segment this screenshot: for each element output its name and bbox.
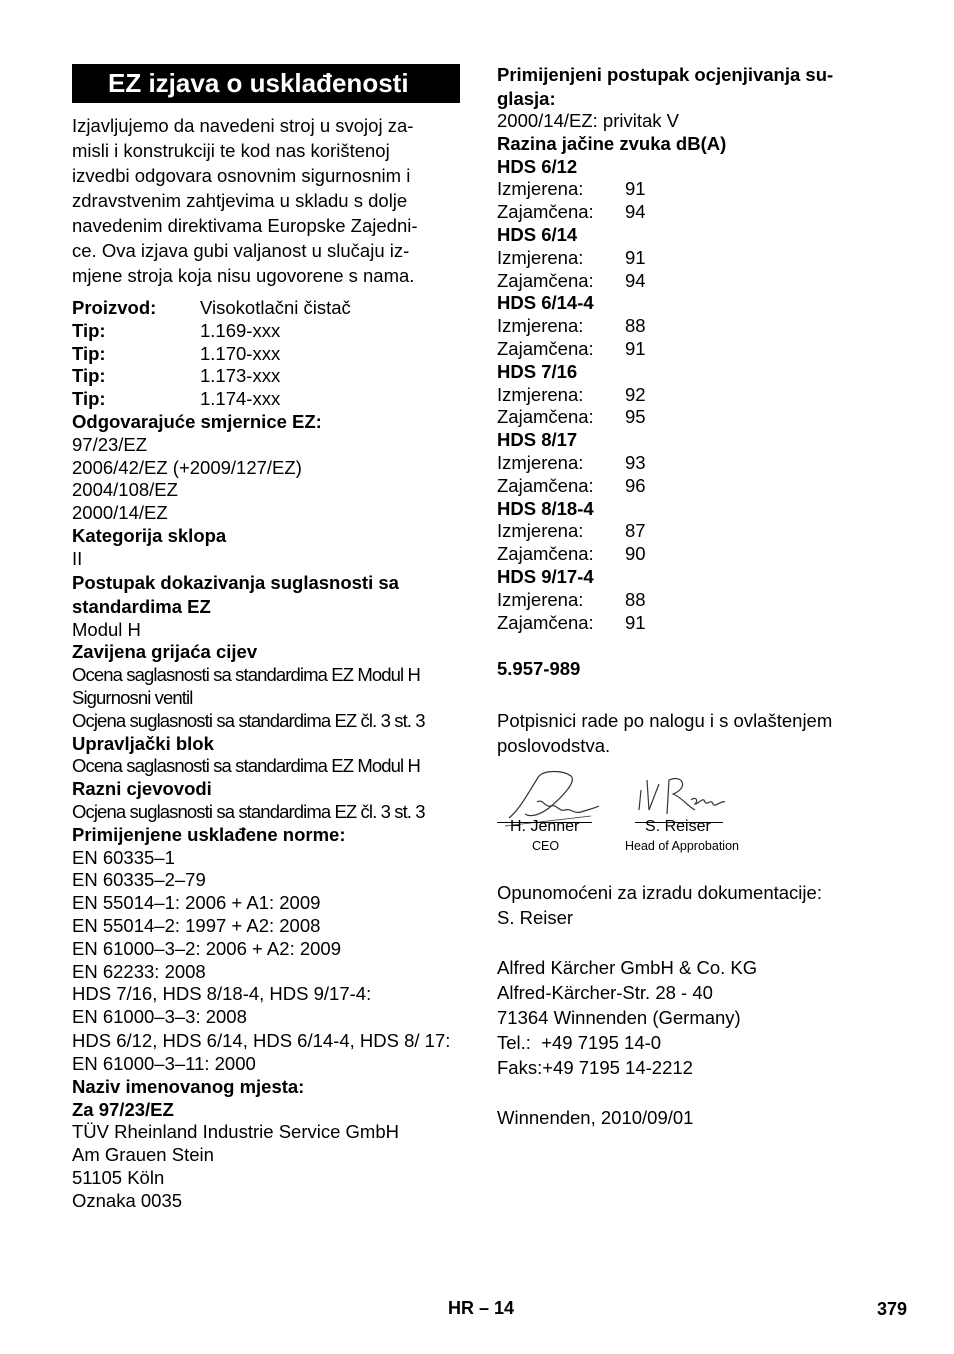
model-name: HDS 8/17	[497, 429, 578, 451]
sound-model	[497, 429, 897, 497]
footer-page-number: 379	[877, 1299, 908, 1319]
measured-row	[497, 178, 897, 201]
notified-body-heading: Naziv imenovanog mjesta:	[72, 1075, 305, 1097]
signer-role: Head of Approbation	[625, 839, 739, 854]
sound-model	[497, 224, 897, 292]
type-label: Tip:	[72, 388, 106, 410]
assessment-value: 2000/14/EZ: privitak V	[497, 110, 680, 131]
type-value: 1.170-xxx	[200, 342, 281, 364]
directive-item: 97/23/EZ	[72, 433, 148, 455]
norm-item: HDS 7/16, HDS 8/18-4, HDS 9/17-4:	[72, 983, 372, 1005]
component-heading: Razni cjevovodi	[72, 778, 212, 800]
authorized-name: S. Reiser	[497, 907, 574, 929]
sound-model	[497, 292, 897, 360]
intro-line: zdravstvenim zahtjevima u skladu s dolje	[72, 190, 408, 211]
measured-value: 92	[625, 383, 646, 405]
guaranteed-row	[497, 475, 897, 498]
measured-row	[497, 384, 897, 407]
left-column	[72, 64, 464, 1212]
assessment-heading: Primijenjeni postupak ocjenjivanja su-	[497, 64, 834, 85]
intro-line: Izjavljujemo da navedeni stroj u svojoj za-	[72, 115, 414, 136]
signatories-text	[497, 708, 897, 758]
guaranteed-value: 94	[625, 201, 646, 223]
model-name: HDS 7/16	[497, 360, 578, 382]
norm-item: EN 61000–3–2: 2006 + A2: 2009	[72, 937, 341, 959]
measured-row	[497, 247, 897, 270]
signatories-line: poslovodstva.	[497, 735, 611, 757]
component-text: Ocjena suglasnosti sa standardima EZ čl. 3 st. 3	[72, 709, 425, 731]
type-row	[72, 343, 464, 366]
measured-label: Izmjerena:	[497, 315, 584, 337]
guaranteed-row	[497, 338, 897, 361]
type-row	[72, 320, 464, 343]
measured-label: Izmjerena:	[497, 520, 584, 542]
measured-value: 88	[625, 315, 646, 337]
model-name: HDS 9/17-4	[497, 565, 594, 587]
norm-item: EN 62233: 2008	[72, 960, 206, 982]
guaranteed-value: 95	[625, 406, 646, 428]
type-value: 1.169-xxx	[200, 319, 281, 341]
intro-line: navedenim direktivama Europske Zajedni-	[72, 215, 418, 236]
measured-value: 91	[625, 246, 646, 268]
model-name: HDS 6/12	[497, 155, 578, 177]
guaranteed-label: Zajamčena:	[497, 543, 594, 565]
reiser-signature-image	[633, 770, 729, 822]
procedure-heading: Postupak dokazivanja suglasnosti sa	[72, 571, 399, 593]
type-row	[72, 365, 464, 388]
authorized-line: Opunomoćeni za izradu dokumentacije:	[497, 882, 822, 904]
company-city: 71364 Winnenden (Germany)	[497, 1007, 741, 1029]
intro-line: izvedbi odgovara osnovnim sigurnosnim i	[72, 165, 411, 186]
signature-block	[497, 764, 897, 882]
component-heading: Upravljački blok	[72, 732, 214, 754]
type-label: Tip:	[72, 342, 106, 364]
category-heading: Kategorija sklopa	[72, 524, 227, 546]
notified-body-subheading: Za 97/23/EZ	[72, 1098, 174, 1120]
sound-model	[497, 566, 897, 634]
component-heading: Zavijena grijaća cijev	[72, 641, 258, 663]
signer-name: H. Jenner	[510, 818, 580, 836]
component-text: Ocena saglasnosti sa standardima EZ Modul H	[72, 664, 420, 686]
guaranteed-label: Zajamčena:	[497, 406, 594, 428]
guaranteed-row	[497, 201, 897, 224]
norm-item: EN 60335–2–79	[72, 869, 206, 891]
sound-model	[497, 156, 897, 224]
company-fax: Faks:+49 7195 14-2212	[497, 1057, 693, 1079]
notified-body-line: TÜV Rheinland Industrie Service GmbH	[72, 1121, 399, 1143]
guaranteed-label: Zajamčena:	[497, 337, 594, 359]
type-value: 1.174-xxx	[200, 388, 281, 410]
component-text: Ocjena suglasnosti sa standardima EZ čl. 3 st. 3	[72, 800, 425, 822]
norm-item: EN 55014–2: 1997 + A2: 2008	[72, 914, 321, 936]
page-title: EZ izjava o usklađenosti	[72, 64, 460, 103]
measured-row	[497, 520, 897, 543]
company-street: Alfred-Kärcher-Str. 28 - 40	[497, 982, 713, 1004]
procedure-value: Modul H	[72, 618, 141, 640]
guaranteed-value: 96	[625, 474, 646, 496]
measured-row	[497, 452, 897, 475]
place-date: Winnenden, 2010/09/01	[497, 1107, 694, 1129]
measured-label: Izmjerena:	[497, 588, 584, 610]
model-name: HDS 8/18-4	[497, 497, 594, 519]
intro-line: mjene stroja koja nisu ugovorene s nama.	[72, 265, 415, 286]
guaranteed-value: 94	[625, 269, 646, 291]
product-label: Proizvod:	[72, 297, 157, 318]
guaranteed-label: Zajamčena:	[497, 611, 594, 633]
norm-item: EN 60335–1	[72, 846, 175, 868]
measured-label: Izmjerena:	[497, 178, 584, 200]
footer-language-page: HR – 14	[448, 1298, 515, 1318]
guaranteed-value: 90	[625, 543, 646, 565]
norm-item-models: HDS 6/12, HDS 6/14, HDS 6/14-4, HDS 8/ 17:	[72, 1029, 451, 1051]
assessment-heading: glasja:	[497, 88, 556, 109]
type-label: Tip:	[72, 365, 106, 387]
type-value: 1.173-xxx	[200, 365, 281, 387]
company-tel: Tel.: +49 7195 14-0	[497, 1032, 662, 1054]
guaranteed-value: 91	[625, 337, 646, 359]
component-heading: Sigurnosni ventil	[72, 686, 193, 708]
signer-name: S. Reiser	[645, 818, 711, 836]
guaranteed-row	[497, 406, 897, 429]
product-info	[72, 297, 464, 411]
guaranteed-label: Zajamčena:	[497, 474, 594, 496]
procedure-heading: standardima EZ	[72, 595, 211, 617]
measured-value: 91	[625, 178, 646, 200]
intro-line: misli i konstrukciji te kod nas korištenoj	[72, 140, 390, 161]
guaranteed-row	[497, 612, 897, 635]
measured-label: Izmjerena:	[497, 451, 584, 473]
directive-item: 2004/108/EZ	[72, 479, 178, 501]
notified-body-line: 51105 Köln	[72, 1166, 165, 1188]
measured-label: Izmjerena:	[497, 246, 584, 268]
measured-row	[497, 315, 897, 338]
directive-item: 2000/14/EZ	[72, 502, 168, 524]
intro-line: ce. Ova izjava gubi valjanost u slučaju iz-	[72, 240, 410, 261]
directive-item: 2006/42/EZ (+2009/127/EZ)	[72, 456, 302, 478]
sound-heading: Razina jačine zvuka dB(A)	[497, 132, 727, 154]
category-value: II	[72, 547, 83, 569]
norms-heading: Primijenjene usklađene norme:	[72, 823, 346, 845]
document-number: 5.957-989	[497, 658, 581, 680]
notified-body-line: Oznaka 0035	[72, 1189, 183, 1211]
type-label: Tip:	[72, 319, 106, 341]
authorized-block	[497, 880, 897, 930]
notified-body-line: Am Grauen Stein	[72, 1144, 214, 1166]
company-address	[497, 955, 897, 1080]
guaranteed-label: Zajamčena:	[497, 201, 594, 223]
directives-heading: Odgovarajuće smjernice EZ:	[72, 410, 322, 432]
product-row	[72, 297, 464, 320]
norm-item: EN 61000–3–11: 2000	[72, 1052, 256, 1074]
signer-role: CEO	[532, 839, 560, 854]
norm-item: EN 61000–3–3: 2008	[72, 1006, 247, 1028]
type-row	[72, 388, 464, 411]
component-text: Ocena saglasnosti sa standardima EZ Modul H	[72, 755, 420, 777]
model-name: HDS 6/14	[497, 223, 578, 245]
norm-item: EN 55014–1: 2006 + A1: 2009	[72, 892, 321, 914]
guaranteed-row	[497, 543, 897, 566]
measured-label: Izmjerena:	[497, 383, 584, 405]
right-column	[497, 62, 897, 1130]
signatories-line: Potpisnici rade po nalogu i s ovlaštenjem	[497, 710, 833, 732]
measured-row	[497, 589, 897, 612]
guaranteed-row	[497, 270, 897, 293]
model-name: HDS 6/14-4	[497, 292, 594, 314]
measured-value: 88	[625, 588, 646, 610]
product-value: Visokotlačni čistač	[200, 297, 351, 318]
guaranteed-value: 91	[625, 611, 646, 633]
guaranteed-label: Zajamčena:	[497, 269, 594, 291]
measured-value: 93	[625, 451, 646, 473]
sound-model	[497, 361, 897, 429]
intro-paragraph	[72, 113, 457, 288]
measured-value: 87	[625, 520, 646, 542]
sound-model	[497, 498, 897, 566]
company-name: Alfred Kärcher GmbH & Co. KG	[497, 957, 758, 979]
